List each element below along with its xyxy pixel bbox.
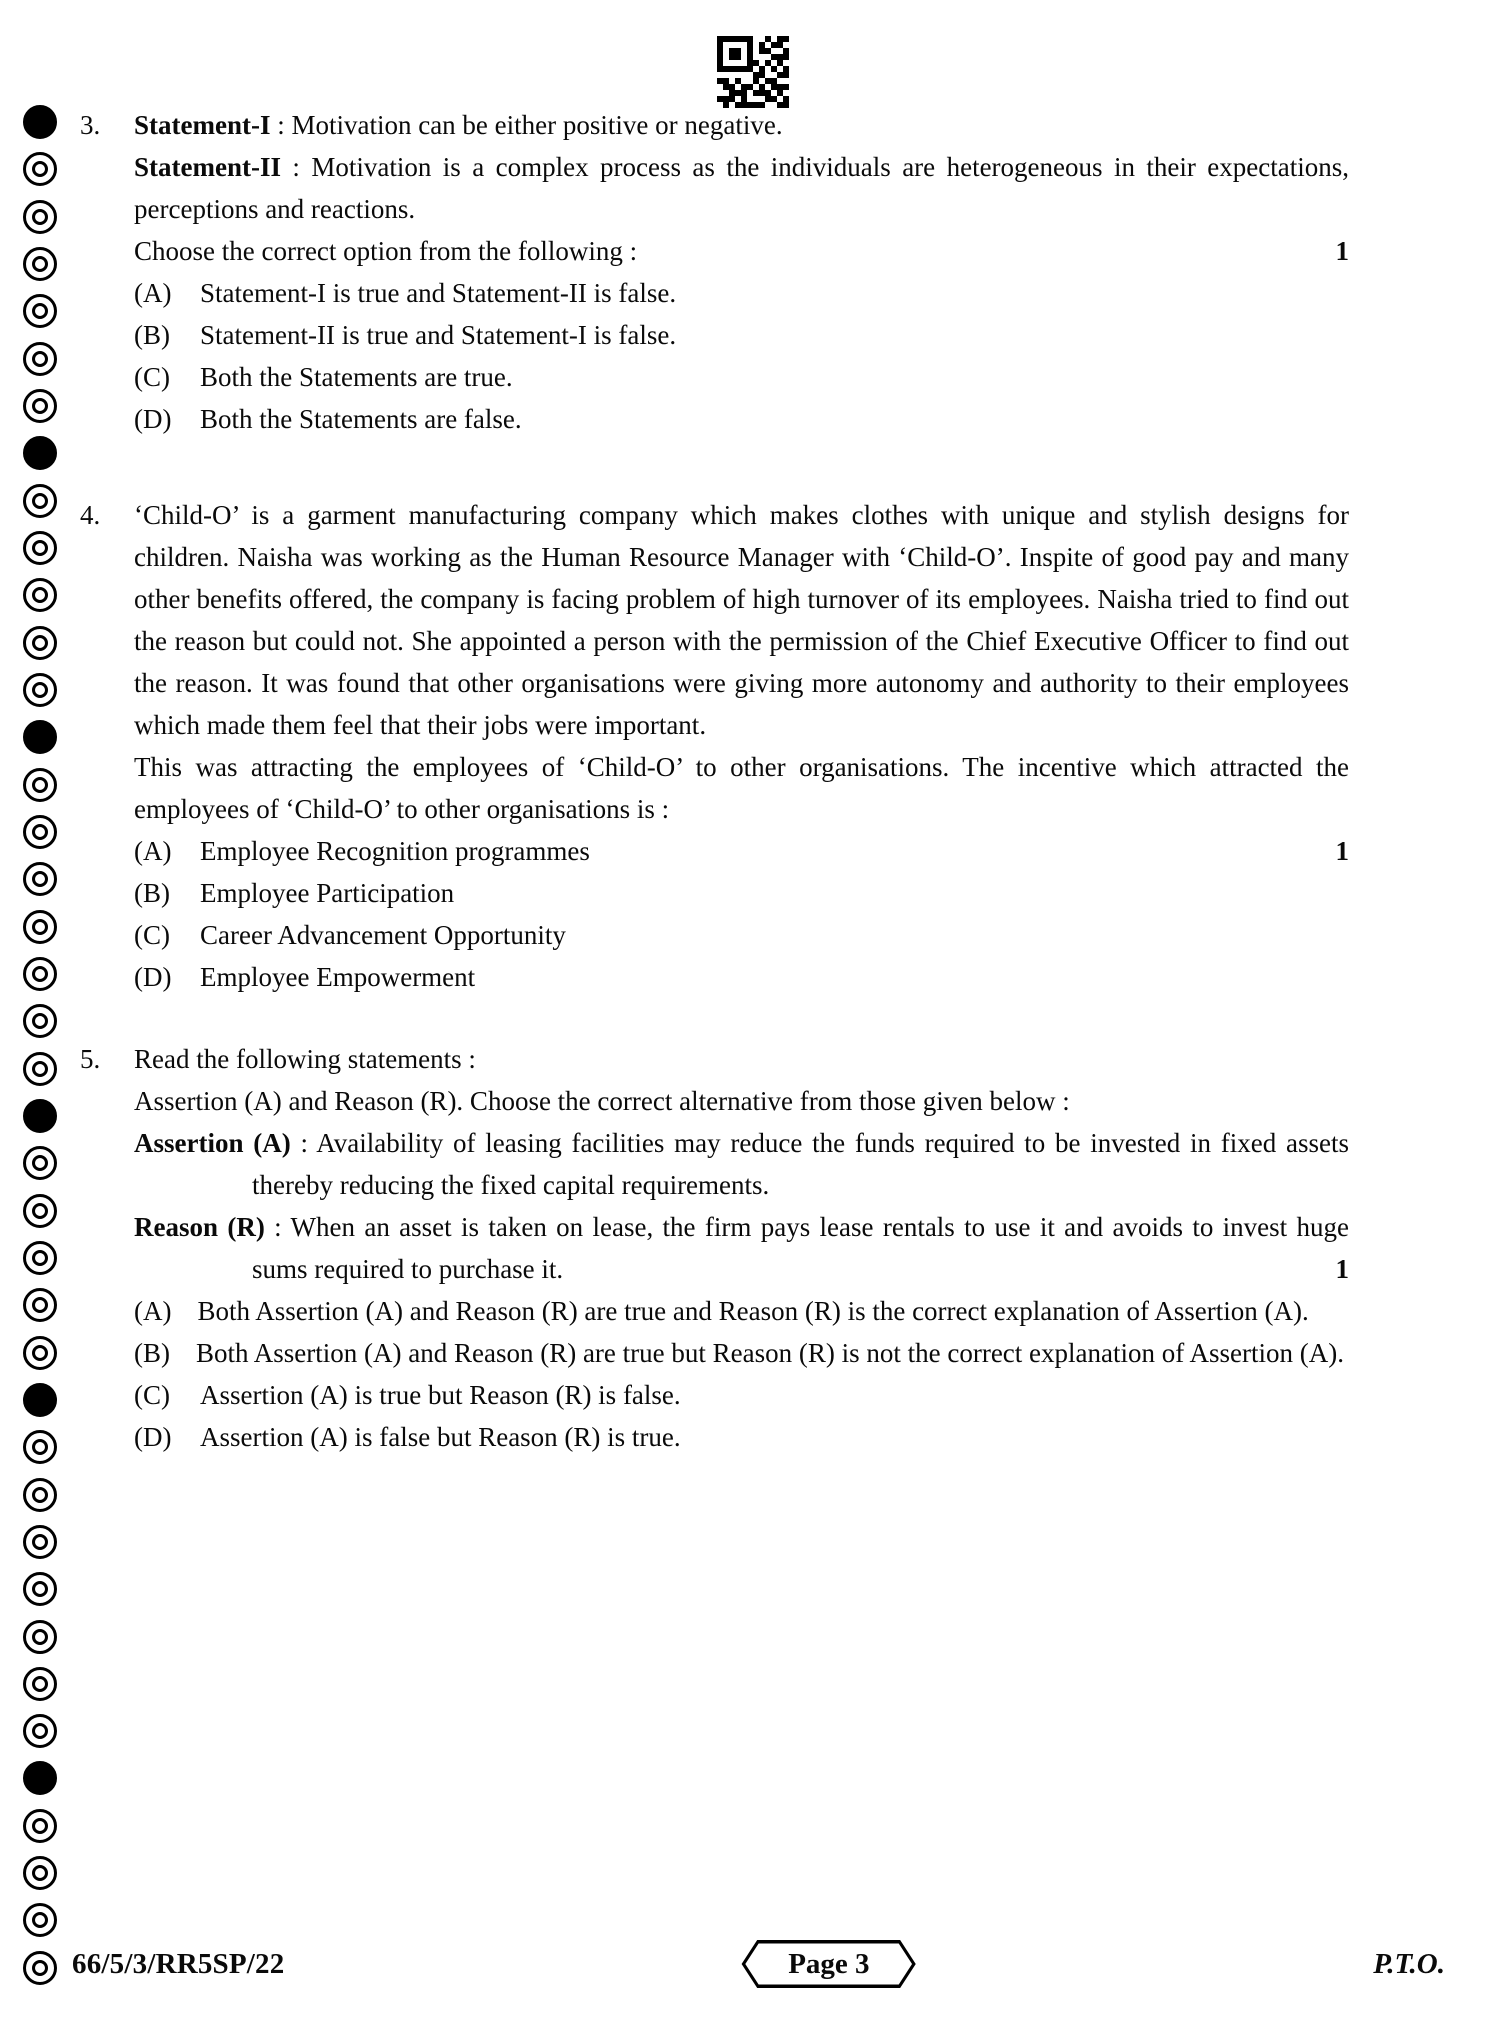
binding-hole: [23, 768, 57, 802]
statement-1-text: : Motivation can be either positive or negative.: [270, 110, 783, 140]
binding-hole: [23, 1430, 57, 1464]
page-number-badge: [742, 1940, 915, 1988]
option-row[interactable]: [134, 272, 1349, 314]
option-text: Statement-I is true and Statement-II is false.: [200, 278, 677, 308]
option-row[interactable]: [134, 830, 1349, 872]
binding-hole: [23, 862, 57, 896]
binding-hole: [23, 200, 57, 234]
binding-hole: [23, 1052, 57, 1086]
option-row[interactable]: [134, 314, 1349, 356]
reason-text: : When an asset is taken on lease, the firm pays lease rentals to use it and avoids to invest huge sums required to purchase it.: [252, 1212, 1349, 1284]
binding-hole: [23, 1714, 57, 1748]
binding-hole: [23, 152, 57, 186]
reason-line: [134, 1206, 1349, 1290]
binding-hole: [23, 247, 57, 281]
binding-hole: [23, 815, 57, 849]
binding-hole: [23, 1288, 57, 1322]
page-footer: [0, 1940, 1505, 1988]
binding-hole: [23, 673, 57, 707]
option-text: Both Assertion (A) and Reason (R) are true but Reason (R) is not the correct explanation of Assertion (A).: [196, 1338, 1344, 1368]
option-text: Employee Recognition programmes: [200, 836, 590, 866]
binding-hole: [23, 957, 57, 991]
option-row[interactable]: [134, 1332, 1349, 1374]
question-number: 5.: [80, 1044, 101, 1074]
option-text: Both the Statements are false.: [200, 404, 522, 434]
binding-hole: [23, 1761, 57, 1795]
option-text: Both the Statements are true.: [200, 362, 513, 392]
option-label: (B): [134, 320, 170, 350]
option-row[interactable]: [134, 1290, 1349, 1332]
statement-2-line: [134, 146, 1349, 230]
binding-hole: [23, 1478, 57, 1512]
option-row[interactable]: [134, 398, 1349, 440]
option-label: (B): [134, 878, 170, 908]
binding-hole: [23, 1620, 57, 1654]
binding-hole: [23, 389, 57, 423]
option-row[interactable]: [134, 872, 1349, 914]
question-number: 4.: [80, 500, 101, 530]
option-label: (C): [134, 920, 170, 950]
binding-hole: [23, 1336, 57, 1370]
case-paragraph-1: ‘Child-O’ is a garment manufacturing company which makes clothes with unique and stylish designs for children. Naisha was working as the Human Resource Manager with ‘Child-O’. Inspite of good pay and many other benefits offered, the company is facing problem of high turnover of its employees. Naisha tried to find out the reason but could not. She appointed a person with the permission of the Chief Executive Officer to find out the reason. It was found that other organisations were giving more autonomy and authority to their employees which made them feel that their jobs were important.: [134, 500, 1349, 740]
binding-hole: [23, 1951, 57, 1985]
option-label: (D): [134, 404, 172, 434]
binding-hole: [23, 1572, 57, 1606]
binding-hole: [23, 1809, 57, 1843]
assertion-text: : Availability of leasing facilities may reduce the funds required to be invested in fixed assets thereby reducing the fixed capital requirements.: [252, 1128, 1349, 1200]
choose-option-instruction: Choose the correct option from the following :: [134, 236, 638, 266]
binding-hole: [23, 484, 57, 518]
assertion-line: [134, 1122, 1349, 1206]
option-label: (A): [134, 1296, 172, 1326]
option-label: (A): [134, 278, 172, 308]
question-number: 3.: [80, 110, 101, 140]
binding-hole: [23, 436, 57, 470]
option-label: (C): [134, 1380, 170, 1410]
binding-hole: [23, 1194, 57, 1228]
binding-hole: [23, 1525, 57, 1559]
question-4: [72, 494, 1445, 998]
paper-code: 66/5/3/RR5SP/22: [72, 1947, 285, 1980]
binding-hole: [23, 342, 57, 376]
statement-1-label: Statement-I: [134, 110, 271, 140]
binding-hole: [23, 1004, 57, 1038]
binding-hole: [23, 1903, 57, 1937]
binding-hole: [23, 1099, 57, 1133]
option-text: Statement-II is true and Statement-I is false.: [200, 320, 677, 350]
marks-q5: 1: [1335, 1254, 1349, 1284]
binding-hole: [23, 294, 57, 328]
option-text: Both Assertion (A) and Reason (R) are true and Reason (R) is the correct explanation of Assertion (A).: [197, 1296, 1309, 1326]
reason-label: Reason (R): [134, 1212, 265, 1242]
binding-hole: [23, 1383, 57, 1417]
case-paragraph-2: This was attracting the employees of ‘Child-O’ to other organisations. The incentive which attracted the employees of ‘Child-O’ to other organisations is :: [134, 752, 1349, 824]
option-row[interactable]: [134, 956, 1349, 998]
question-5: [72, 1038, 1445, 1458]
statement-2-label: Statement-II: [134, 152, 281, 182]
question-3: [72, 104, 1445, 440]
option-text: Employee Empowerment: [200, 962, 476, 992]
pto-label: P.T.O.: [1373, 1947, 1445, 1980]
binding-hole: [23, 910, 57, 944]
binding-hole: [23, 626, 57, 660]
option-label: (D): [134, 1422, 172, 1452]
spacer: [72, 998, 1445, 1038]
option-row[interactable]: [134, 914, 1349, 956]
marks-q4: 1: [1335, 836, 1349, 866]
option-text: Employee Participation: [200, 878, 455, 908]
option-label: (A): [134, 836, 172, 866]
binding-hole: [23, 531, 57, 565]
option-label: (B): [134, 1338, 170, 1368]
assertion-reason-instruction: Assertion (A) and Reason (R). Choose the correct alternative from those given below :: [134, 1086, 1070, 1116]
statement-1-line: [134, 104, 1349, 146]
option-row[interactable]: [134, 1374, 1349, 1416]
read-statements-instruction: Read the following statements :: [134, 1044, 476, 1074]
binding-hole: [23, 1241, 57, 1275]
option-text: Career Advancement Opportunity: [200, 920, 566, 950]
binding-hole: [23, 105, 57, 139]
binding-hole: [23, 720, 57, 754]
binding-hole: [23, 1146, 57, 1180]
option-label: (D): [134, 962, 172, 992]
binding-hole: [23, 578, 57, 612]
option-label: (C): [134, 362, 170, 392]
spiral-binding-holes: [18, 105, 62, 1985]
marks-q3: 1: [1335, 236, 1349, 266]
option-row[interactable]: [134, 356, 1349, 398]
statement-2-text: : Motivation is a complex process as the individuals are heterogeneous in their expectations, perceptions and reactions.: [134, 152, 1349, 224]
binding-hole: [23, 1667, 57, 1701]
binding-hole: [23, 1856, 57, 1890]
option-row[interactable]: [134, 1416, 1349, 1458]
assertion-label: Assertion (A): [134, 1128, 291, 1158]
page-number-label: Page 3: [788, 1948, 870, 1980]
option-text: Assertion (A) is false but Reason (R) is true.: [200, 1422, 681, 1452]
spacer: [72, 440, 1445, 494]
option-text: Assertion (A) is true but Reason (R) is false.: [200, 1380, 681, 1410]
